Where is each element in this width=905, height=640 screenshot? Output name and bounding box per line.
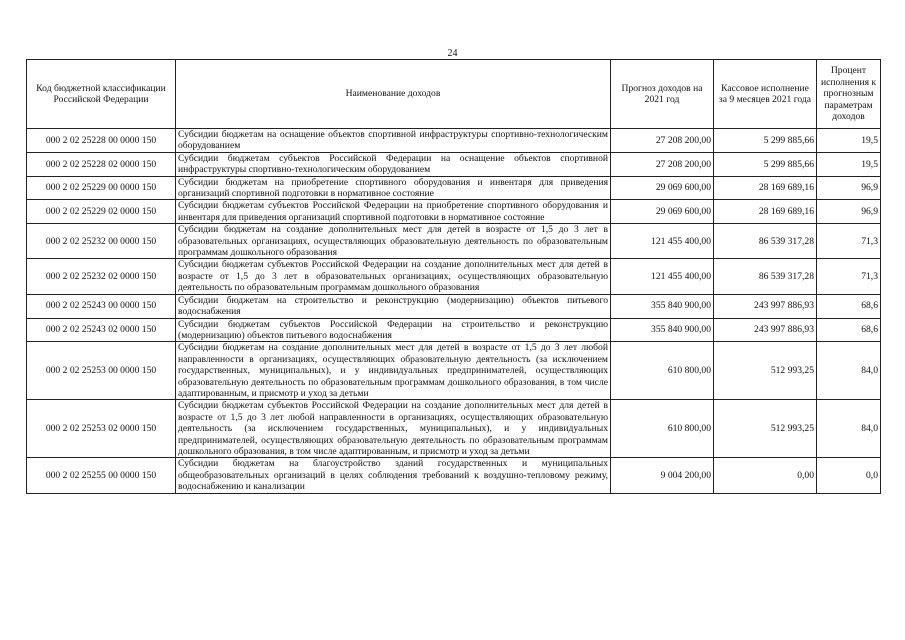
row-fact: 512 993,25	[714, 400, 817, 458]
row-fact: 28 169 689,16	[714, 200, 817, 224]
row-code: 000 2 02 25243 00 0000 150	[27, 294, 176, 318]
row-code: 000 2 02 25253 00 0000 150	[27, 342, 176, 400]
row-name: Субсидии бюджетам субъектов Российской Федерации на приобретение спортивного оборудования и инвентаря для приведения организаций спортивной подготовки в нормативное состояние	[176, 200, 611, 224]
row-name: Субсидии бюджетам субъектов Российской Федерации на создание дополнительных мест для детей в возрасте от 1,5 до 3 лет любой направленности в организациях, осуществляющих образовательную деятельность (за исключением государственных, муниципальных), и у индивидуальных предпринимателей, осуществляющих образовательную деятельность по образовательным программам дошкольного образования, в том числе адаптированным, и присмотр и уход за детьми	[176, 400, 611, 458]
row-fact: 28 169 689,16	[714, 176, 817, 200]
row-code: 000 2 02 25232 02 0000 150	[27, 259, 176, 294]
header-percent: Процент исполнения к прогнозным параметрам доходов	[817, 60, 881, 129]
row-name: Субсидии бюджетам на благоустройство зданий государственных и муниципальных общеобразовательных организаций в целях соблюдения требований к воздушно-тепловому режиму, водоснабжению и канализации	[176, 458, 611, 493]
table-row	[27, 224, 881, 259]
table-row	[27, 259, 881, 294]
row-plan: 29 069 600,00	[611, 200, 714, 224]
row-plan: 121 455 400,00	[611, 224, 714, 259]
row-percent: 84,0	[817, 400, 881, 458]
table-header-row	[27, 60, 881, 129]
row-name: Субсидии бюджетам на создание дополнительных мест для детей в возрасте от 1,5 до 3 лет в образовательных организациях, осуществляющих образовательную деятельность по образовательным программам дошкольного образования	[176, 224, 611, 259]
row-code: 000 2 02 25229 02 0000 150	[27, 200, 176, 224]
table-row	[27, 318, 881, 342]
row-percent: 96,9	[817, 176, 881, 200]
row-code: 000 2 02 25232 00 0000 150	[27, 224, 176, 259]
row-name: Субсидии бюджетам на приобретение спортивного оборудования и инвентаря для приведения организаций спортивной подготовки в нормативное состояние	[176, 176, 611, 200]
header-code: Код бюджетной классификации Российской Федерации	[27, 60, 176, 129]
row-plan: 9 004 200,00	[611, 458, 714, 493]
row-fact: 243 997 886,93	[714, 294, 817, 318]
table-row	[27, 176, 881, 200]
row-name: Субсидии бюджетам субъектов Российской Федерации на строительство и реконструкцию (модернизацию) объектов питьевого водоснабжения	[176, 318, 611, 342]
row-percent: 19,5	[817, 152, 881, 176]
row-fact: 5 299 885,66	[714, 152, 817, 176]
table-row	[27, 458, 881, 493]
table-row	[27, 200, 881, 224]
row-percent: 71,3	[817, 259, 881, 294]
row-fact: 512 993,25	[714, 342, 817, 400]
header-fact: Кассовое исполнение за 9 месяцев 2021 года	[714, 60, 817, 129]
row-plan: 121 455 400,00	[611, 259, 714, 294]
row-percent: 68,6	[817, 294, 881, 318]
row-fact: 86 539 317,28	[714, 224, 817, 259]
table-row	[27, 152, 881, 176]
row-code: 000 2 02 25228 02 0000 150	[27, 152, 176, 176]
row-name: Субсидии бюджетам на создание дополнительных мест для детей в возрасте от 1,5 до 3 лет любой направленности в организациях, осуществляющих образовательную деятельность (за исключением государственных, муниципальных), и у индивидуальных предпринимателей, осуществляющих образовательную деятельность по образовательным программам дошкольного образования, в том числе адаптированным, и присмотр и уход за детьми	[176, 342, 611, 400]
row-plan: 29 069 600,00	[611, 176, 714, 200]
row-code: 000 2 02 25243 02 0000 150	[27, 318, 176, 342]
revenue-table	[26, 59, 881, 494]
row-plan: 355 840 900,00	[611, 294, 714, 318]
page-number: 24	[447, 48, 458, 59]
row-fact: 5 299 885,66	[714, 129, 817, 153]
row-fact: 86 539 317,28	[714, 259, 817, 294]
row-percent: 0,0	[817, 458, 881, 493]
table-row	[27, 294, 881, 318]
row-plan: 610 800,00	[611, 400, 714, 458]
row-name: Субсидии бюджетам субъектов Российской Федерации на создание дополнительных мест для детей в возрасте от 1,5 до 3 лет в образовательных организациях, осуществляющих образовательную деятельность по образовательным программам дошкольного образования	[176, 259, 611, 294]
table-row	[27, 129, 881, 153]
row-plan: 27 208 200,00	[611, 129, 714, 153]
table-row	[27, 400, 881, 458]
row-code: 000 2 02 25229 00 0000 150	[27, 176, 176, 200]
row-percent: 19,5	[817, 129, 881, 153]
row-fact: 0,00	[714, 458, 817, 493]
row-code: 000 2 02 25228 00 0000 150	[27, 129, 176, 153]
row-fact: 243 997 886,93	[714, 318, 817, 342]
row-name: Субсидии бюджетам на строительство и реконструкцию (модернизацию) объектов питьевого водоснабжения	[176, 294, 611, 318]
header-plan: Прогноз доходов на 2021 год	[611, 60, 714, 129]
row-name: Субсидии бюджетам на оснащение объектов спортивной инфраструктуры спортивно-технологическим оборудованием	[176, 129, 611, 153]
row-percent: 96,9	[817, 200, 881, 224]
row-code: 000 2 02 25255 00 0000 150	[27, 458, 176, 493]
row-plan: 610 800,00	[611, 342, 714, 400]
row-percent: 84,0	[817, 342, 881, 400]
row-code: 000 2 02 25253 02 0000 150	[27, 400, 176, 458]
row-name: Субсидии бюджетам субъектов Российской Федерации на оснащение объектов спортивной инфраструктуры спортивно-технологическим оборудованием	[176, 152, 611, 176]
row-plan: 27 208 200,00	[611, 152, 714, 176]
table-row	[27, 342, 881, 400]
row-percent: 71,3	[817, 224, 881, 259]
header-name: Наименование доходов	[176, 60, 611, 129]
row-percent: 68,6	[817, 318, 881, 342]
row-plan: 355 840 900,00	[611, 318, 714, 342]
